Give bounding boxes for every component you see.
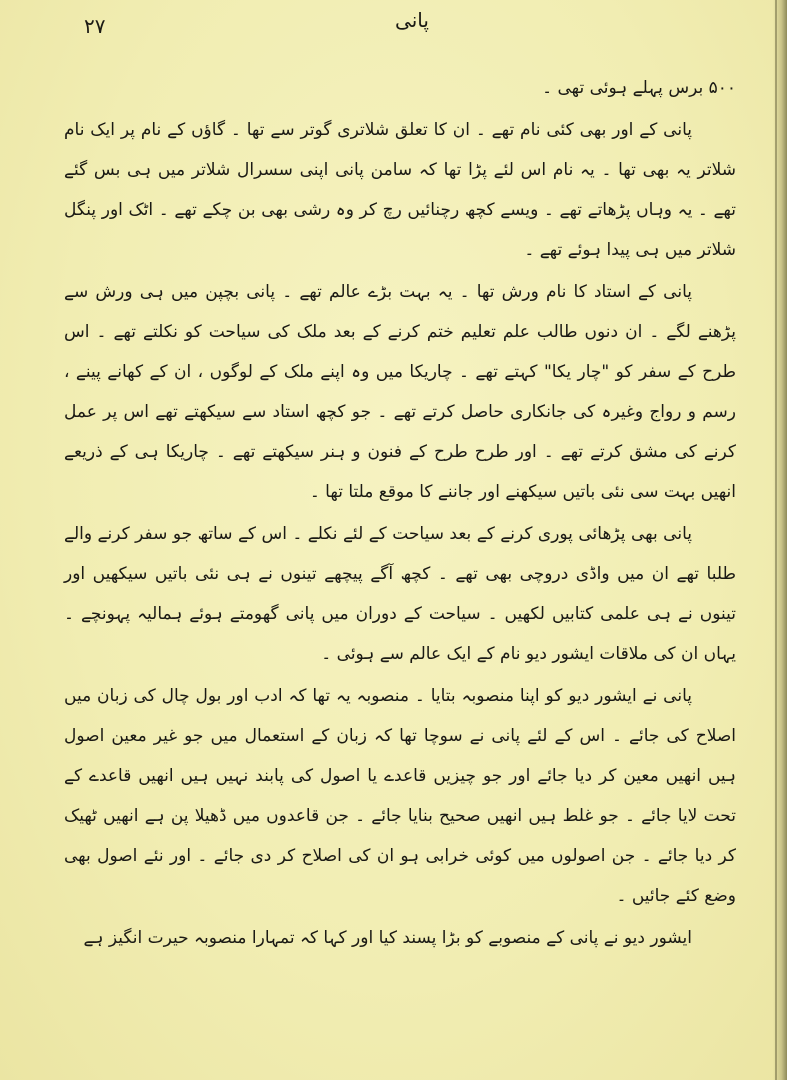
page-body (64, 68, 736, 960)
binding-line (775, 0, 777, 1080)
page-number: ۲۷ (84, 14, 106, 38)
paragraph: پانی کے استاد کا نام ورش تھا ۔ یہ بہت بڑے عالم تھے ۔ پانی بچپن میں ہی ورش سے پڑھنے لگے ۔ ان دنوں طالب علم تعلیم ختم کرنے کے بعد ملک کی سیاحت کو نکلتے تھے ۔ اس طرح کے سفر کو "چار یکا" کہتے تھے ۔ چاریکا میں وہ اپنے ملک کے لوگوں ، ان کے کھانے پینے ، رسم و رواج وغیرہ کی جانکاری حاصل کرتے تھے ۔ جو کچھ استاد سے سیکھتے تھے اس پر عمل کرنے کی مشق کرتے تھے ۔ اور طرح طرح کے فنون و ہنر سیکھتے تھے ۔ چاریکا ہی کے ذریعے انھیں بہت سی نئی باتیں سیکھنے اور جاننے کا موقع ملتا تھا ۔ (64, 282, 736, 502)
paragraph: پانی بھی پڑھائی پوری کرنے کے بعد سیاحت کے لئے نکلے ۔ اس کے ساتھ جو سفر کرنے والے طلبا تھے ان میں واڈی دروچی بھی تھے ۔ کچھ آگے پیچھے تینوں نے ہی نئی باتیں سیکھیں اور تینوں نے ہی علمی کتابیں لکھیں ۔ سیاحت کے دوران میں پانی گھومتے ہوئے ہمالیہ پہونچے ۔ یہاں ان کی ملاقات ایشور دیو نام کے ایک عالم سے ہوئی ۔ (64, 524, 736, 664)
paragraph: ایشور دیو نے پانی کے منصوبے کو بڑا پسند کیا اور کہا کہ تمہارا منصوبہ حیرت انگیز ہے (83, 928, 692, 948)
running-title: پانی (395, 8, 429, 32)
paragraph: پانی نے ایشور دیو کو اپنا منصوبہ بتایا ۔ منصوبہ یہ تھا کہ ادب اور بول چال کی زبان میں اصلاح کی جائے ۔ اس کے لئے پانی نے سوچا تھا کہ زبان کے استعمال میں جو غیر معین اصول ہیں انھیں معین کر دیا جائے اور جو چیزیں قاعدے یا اصول کی پابند نہیں ہیں انھیں قاعدے کے تحت لایا جائے ۔ جو غلط ہیں انھیں صحیح بنایا جائے ۔ جن قاعدوں میں ڈھیلا پن ہے انھیں ٹھیک کر دیا جائے ۔ جن اصولوں میں کوئی خرابی ہو ان کی اصلاح کر دی جائے ۔ اور نئے اصول بھی وضع کئے جائیں ۔ (64, 686, 736, 906)
paragraph: پانی کے اور بھی کئی نام تھے ۔ ان کا تعلق شلاتری گوتر سے تھا ۔ گاؤں کے نام پر ایک نام شلاتر یہ بھی تھا ۔ یہ نام اس لئے پڑا تھا کہ سامن پانی اپنی سسرال شلاتر میں ہی بس گئے تھے ۔ یہ وہاں پڑھاتے تھے ۔ ویسے کچھ رچنائیں رچ کر وہ رشی بھی بن چکے تھے ۔ اٹک اور پنگل شلاتر میں ہی پیدا ہوئے تھے ۔ (64, 120, 736, 260)
paragraph-continuation: ۵۰۰ برس پہلے ہوئی تھی ۔ (542, 78, 736, 98)
